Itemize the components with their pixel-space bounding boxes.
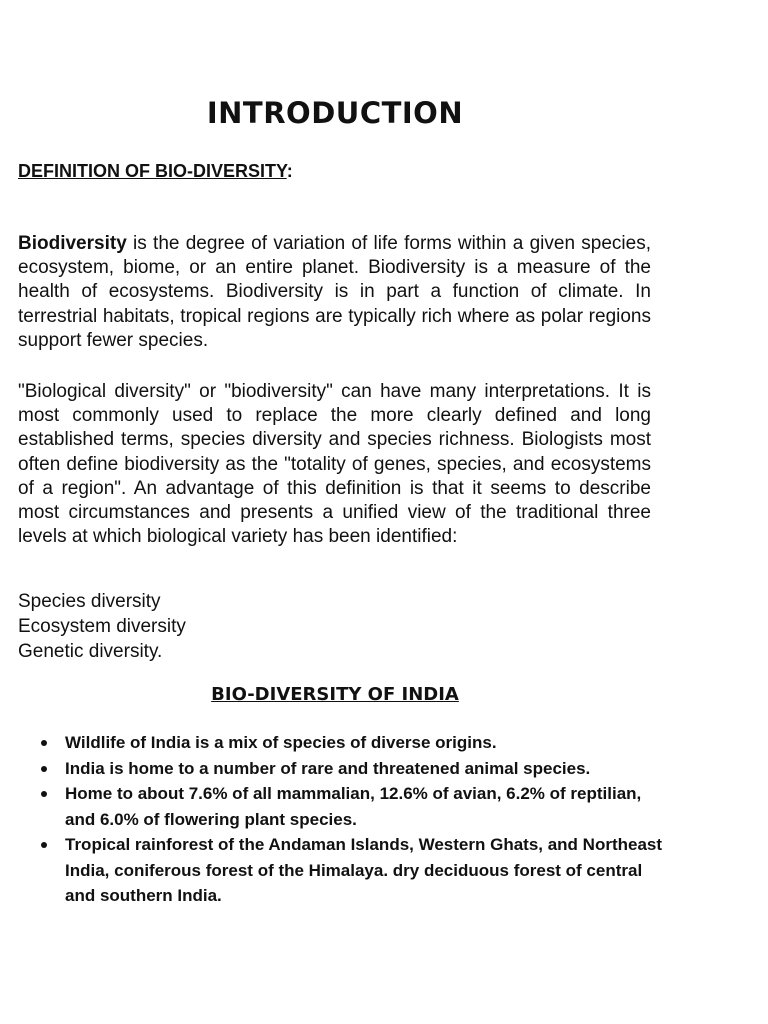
bullet-item	[65, 832, 665, 909]
biological-diversity-paragraph: "Biological diversity" or "biodiversity" can have many interpretations. It is most commonly used to replace the more clearly defined and long established terms, species diversity and species richness. Biologists most often define biodiversity as the "totality of genes, species, and ecosystems of a region". An advantage of this definition is that it seems to describe most circumstances and presents a unified view of the traditional three levels at which biological variety has been identified:	[18, 381, 651, 548]
bullet-text: Wildlife of India is a mix of species of diverse origins.	[65, 733, 497, 752]
diversity-level-item: Ecosystem diversity	[18, 616, 186, 637]
india-bullet-list	[65, 730, 665, 909]
bullet-item	[65, 730, 665, 756]
bullet-icon	[41, 766, 47, 772]
definition-heading-colon: :	[286, 161, 293, 181]
india-section-heading-text: BIO-DIVERSITY OF INDIA	[211, 684, 459, 705]
page-title: INTRODUCTION	[206, 96, 464, 130]
bullet-text: India is home to a number of rare and threatened animal species.	[65, 758, 591, 778]
india-section-heading	[0, 684, 670, 705]
bullet-icon	[41, 842, 47, 848]
biodiversity-term: Biodiversity	[18, 233, 127, 254]
diversity-levels-list	[18, 589, 186, 664]
definition-heading-text: DEFINITION OF BIO-DIVERSITY	[18, 161, 287, 181]
biodiversity-definition-text: is the degree of variation of life forms within a given species, ecosystem, biome, or an entire planet. Biodiversity is a measure of the health of ecosystems. Biodiversity is in part a function of climate. In terrestrial habitats, tropical regions are typically rich where as polar regions support fewer species.	[18, 233, 651, 351]
bullet-item	[65, 781, 665, 832]
definition-heading	[18, 161, 293, 182]
diversity-level-item: Genetic diversity.	[18, 641, 163, 662]
bullet-text: Home to about 7.6% of all mammalian, 12.6% of avian, 6.2% of reptilian, and 6.0% of flowering plant species.	[65, 784, 642, 829]
biodiversity-definition-paragraph	[18, 232, 651, 353]
bullet-item	[65, 756, 665, 782]
diversity-level-item: Species diversity	[18, 591, 161, 612]
bullet-icon	[41, 740, 47, 746]
bullet-text: Tropical rainforest of the Andaman Islands, Western Ghats, and Northeast India, coniferous forest of the Himalaya. dry deciduous forest of central and southern India.	[65, 835, 663, 905]
bullet-icon	[41, 791, 47, 797]
